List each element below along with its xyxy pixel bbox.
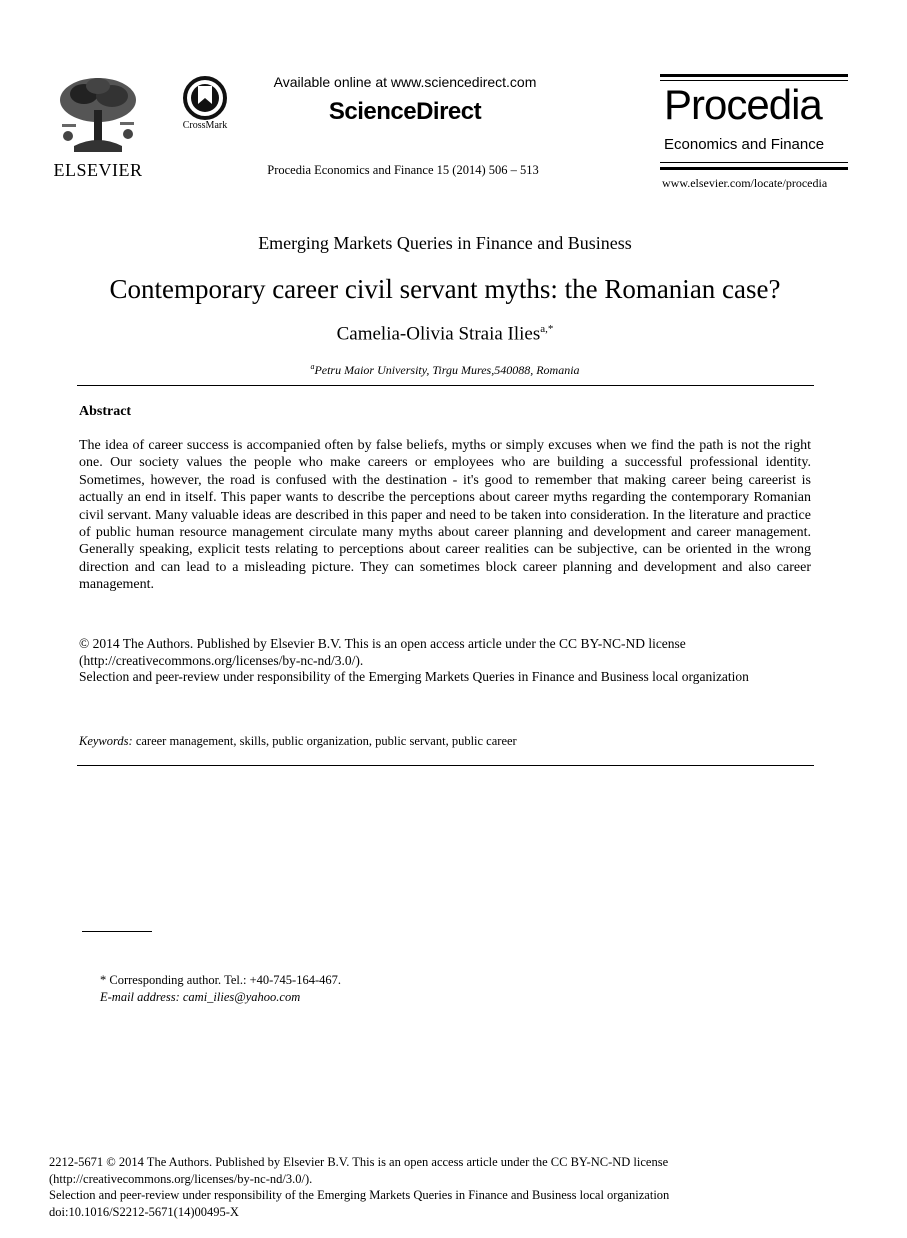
sciencedirect-logo: ScienceDirect xyxy=(328,98,482,125)
author-marks: a,* xyxy=(540,323,554,335)
crossmark-icon xyxy=(176,76,234,120)
elsevier-logo xyxy=(50,74,146,178)
author-line xyxy=(0,323,890,345)
elsevier-wordmark: ELSEVIER xyxy=(53,160,143,180)
abstract-body: The idea of career success is accompanied often by false beliefs, myths or simply excuses when we find the path is not the right one. Our society values the people who make careers or employees who are building a successful professional identity. Sometimes, however, the road is confused with the destination - it's good to remember that making career being careerist is actually an end in itself. This paper wants to describe the perceptions about career myths regarding the contemporary Romanian civil servant. Many valuable ideas are described in this paper and need to be taken into consideration. In the literature and practice of public human resource management circulate many myths about career planning and development and career management. Generally speaking, explicit tests relating to perceptions about career realities can be subjective, can be oriented in the wrong direction and can lead to a misleading picture. They can sometimes block career planning and development and also career management. xyxy=(79,438,811,593)
footer-doi[interactable]: doi:10.1016/S2212-5671(14)00495-X xyxy=(49,1204,239,1219)
divider-bottom xyxy=(77,765,814,766)
journal-reference: Procedia Economics and Finance 15 (2014) 506 – 513 xyxy=(267,163,539,177)
elsevier-tree-icon xyxy=(54,74,142,154)
footer-line-1: 2212-5671 © 2014 The Authors. Published by Elsevier B.V. This is an open access article under the CC BY-NC-ND license xyxy=(49,1155,669,1169)
affiliation-mark: a xyxy=(310,362,315,371)
article-title: Contemporary career civil servant myths: the Romanian case? xyxy=(109,274,781,304)
page-footer xyxy=(49,1154,869,1220)
email-link[interactable]: cami_ilies@yahoo.com xyxy=(182,990,301,1004)
license-line-3: Selection and peer-review under responsibility of the Emerging Markets Queries in Finance and Business local organization xyxy=(79,669,749,684)
keywords-label: Keywords: xyxy=(79,734,133,748)
affiliation-text: Petru Maior University, Tirgu Mures,540088, Romania xyxy=(314,363,580,377)
masthead-rule-bottom-thin xyxy=(660,162,848,163)
email-label: E-mail address: xyxy=(100,990,180,1004)
footer-line-3: Selection and peer-review under responsibility of the Emerging Markets Queries in Finance and Business local organization xyxy=(49,1188,670,1202)
keywords xyxy=(79,734,819,749)
license-statement xyxy=(79,636,819,686)
footer-license-link[interactable]: (http://creativecommons.org/licenses/by-nc-nd/3.0/). xyxy=(49,1171,313,1186)
conference-name: Emerging Markets Queries in Finance and Business xyxy=(258,233,632,253)
email-line xyxy=(100,989,700,1006)
corresponding-author: * Corresponding author. Tel.: +40-745-164-467. xyxy=(100,973,341,987)
procedia-wordmark: Procedia xyxy=(664,81,822,128)
keywords-list: career management, skills, public organization, public servant, public career xyxy=(135,734,517,748)
masthead-rule-bottom xyxy=(660,167,848,170)
masthead-rule-top xyxy=(660,74,848,77)
license-line-1: © 2014 The Authors. Published by Elsevier B.V. This is an open access article under the CC BY-NC-ND license xyxy=(79,636,686,651)
footnote-rule xyxy=(82,931,152,932)
author-name: Camelia-Olivia Straia Ilies xyxy=(336,323,541,345)
abstract-heading: Abstract xyxy=(79,404,132,419)
procedia-masthead xyxy=(660,74,850,194)
crossmark-badge[interactable] xyxy=(176,76,234,136)
affiliation-line xyxy=(0,362,890,378)
license-link[interactable]: (http://creativecommons.org/licenses/by-nc-nd/3.0/). xyxy=(79,652,364,668)
footnote xyxy=(100,972,700,1006)
journal-url-link[interactable]: www.elsevier.com/locate/procedia xyxy=(662,176,828,190)
procedia-subtitle: Economics and Finance xyxy=(664,136,825,153)
divider-top xyxy=(77,385,814,386)
crossmark-label: CrossMark xyxy=(182,120,228,131)
available-online-text: Available online at www.sciencedirect.com xyxy=(273,74,537,90)
